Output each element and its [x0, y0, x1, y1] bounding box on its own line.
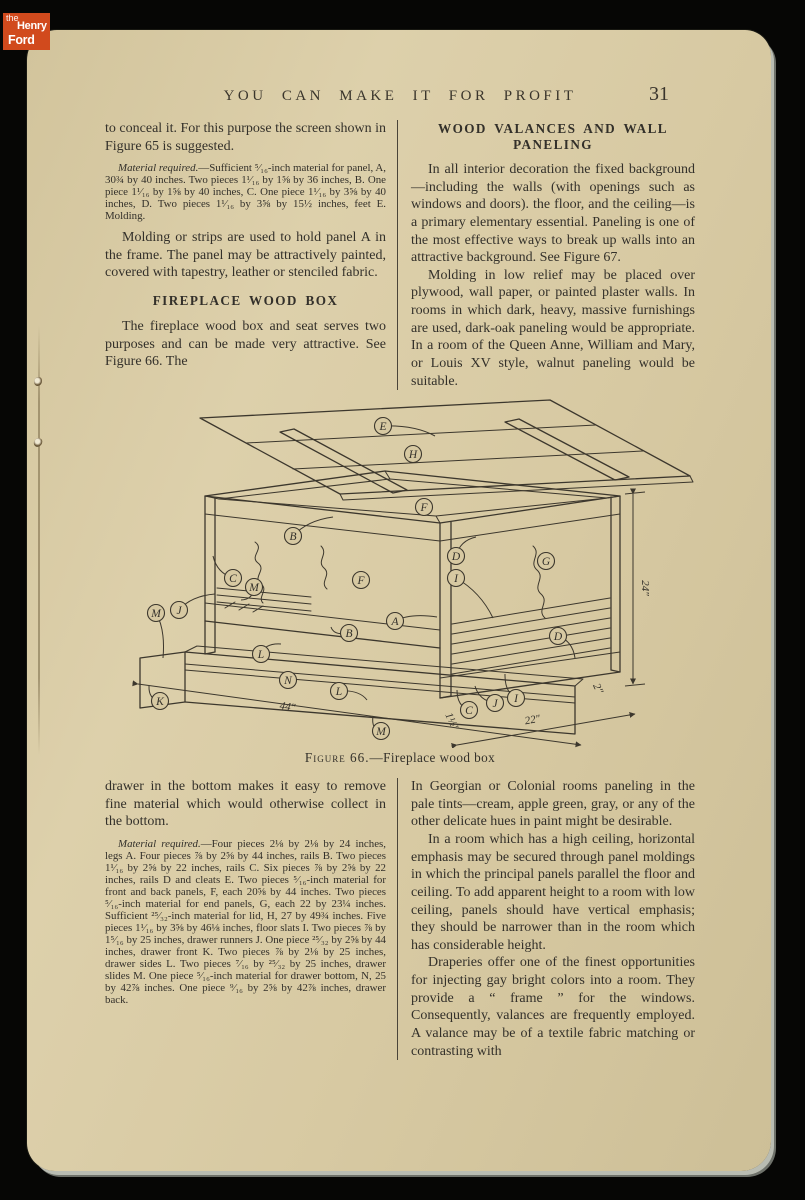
- book-page: [27, 30, 771, 1171]
- logo-ford: Ford: [8, 33, 35, 47]
- figure-callout-L: [253, 646, 270, 663]
- svg-text:F: F: [420, 501, 428, 514]
- paragraph: to conceal it. For this purpose the screen shown in Figure 65 is suggested.: [105, 121, 386, 154]
- svg-text:G: G: [541, 555, 551, 568]
- paragraph: Draperies offer one of the finest opportunities for injecting gay bright colors into a room. They provide a “ frame ” for the windows. Consequently, valances are frequently employed. A valance may be of a textile fabric matching or contrasting with: [411, 955, 695, 1059]
- svg-text:L: L: [335, 685, 343, 698]
- svg-text:B: B: [289, 530, 297, 543]
- bottom-left-column: [105, 778, 397, 1060]
- figure-caption-text: —Fireplace wood box: [369, 750, 496, 766]
- svg-text:D: D: [553, 630, 563, 643]
- figure-dimension-label: 44″: [278, 700, 296, 715]
- figure-66: [105, 396, 695, 766]
- figure-callout-B: [285, 528, 302, 545]
- svg-text:C: C: [229, 572, 237, 585]
- figure-dimension-label: 2″: [590, 681, 606, 696]
- binding-crease: [38, 325, 40, 755]
- materials-body: —Four pieces 2⅛ by 2⅛ by 24 inches, legs A. Four pieces ⅞ by 2⅝ by 44 inches, rails B. Two pieces 1¹⁄₁₆ by 2⅝ by 22 inches, rails C. Six pieces ⅞ by 2⅝ by 22 inches, rails D and cleats E. Two pieces ⁵⁄₁₆-inch material for front and back panels, F, each 20⅝ by 44 inches. Two pieces ⁵⁄₁₆-inch material for end panels, G, each 22 by 23¼ inches. Sufficient ²⁵⁄₃₂-inch material for lid, H, 27 by 49¾ inches. Five pieces 1¹⁄₁₆ by 3⅝ by 46⅛ inches, floor slats I. Two pieces ⅞ by 1⁵⁄₁₆ by 25 inches, drawer runners J. One piece ²⁵⁄₃₂ by 2⅝ by 44 inches, drawer front K. Two pieces ⅞ by 2⅛ by 25 inches, drawer sides L. Two pieces ⁷⁄₁₆ by ²⁵⁄₃₂ by 25 inches, drawer slides M. One piece ⁵⁄₁₆-inch material for drawer bottom, N, 25 by 42⅞ inches. One piece ⁹⁄₁₆ by 2⅝ by 42⅞ inches, drawer back.: [105, 838, 386, 1006]
- logo-the: the: [6, 13, 19, 23]
- materials-paragraph: [105, 838, 386, 1006]
- paragraph: Molding or strips are used to hold panel A in the frame. The panel may be attractively painted, covered with tapestry, leather or stenciled fabric.: [105, 230, 386, 281]
- figure-callout-L: [331, 683, 348, 700]
- figure-callout-E: [375, 418, 392, 435]
- materials-paragraph: [105, 162, 386, 222]
- paragraph: The fireplace wood box and seat serves two purposes and can be made very attractive. See Figure 66. The: [105, 319, 386, 370]
- figure-callout-I: [508, 690, 525, 707]
- figure-callout-D: [448, 548, 465, 565]
- svg-text:M: M: [249, 581, 259, 594]
- figure-callout-C: [461, 702, 478, 719]
- figure-callout-F: [416, 499, 433, 516]
- section-heading-wood-valances: WOOD VALANCES AND WALL PANELING: [438, 121, 668, 152]
- section-heading-fireplace-wood-box: FIREPLACE WOOD BOX: [152, 293, 339, 309]
- figure-callout-J: [171, 602, 188, 619]
- figure-callout-B: [341, 625, 358, 642]
- svg-text:F: F: [357, 574, 365, 587]
- svg-text:J: J: [176, 604, 182, 617]
- figure-dimension-label: 1½″: [442, 711, 462, 733]
- svg-text:I: I: [514, 692, 518, 705]
- figure-callout-N: [280, 672, 297, 689]
- svg-text:C: C: [465, 704, 473, 717]
- paragraph: In a room which has a high ceiling, horizontal emphasis may be secured through panel moldings in which the principal panels parallel the floor and ceiling. To add apparent height to a room with low ceiling, panels should have vertical emphasis; they should be narrower than in the room which has considerable height.: [411, 832, 695, 953]
- figure-callout-G: [538, 553, 555, 570]
- henry-ford-logo: [3, 13, 50, 50]
- top-left-column: [105, 120, 397, 390]
- figure-66-drawing: [105, 396, 695, 748]
- materials-lead: Material required.: [118, 838, 201, 850]
- figure-caption: [105, 750, 695, 766]
- top-right-column: [397, 120, 695, 390]
- figure-callout-M: [373, 723, 390, 740]
- svg-text:D: D: [451, 550, 461, 563]
- logo-henry: Henry: [17, 20, 47, 32]
- figure-callout-K: [152, 693, 169, 710]
- paragraph: In Georgian or Colonial rooms paneling in the pale tints—cream, apple green, gray, or any of the other delicate hues in paint might be desirable.: [411, 779, 695, 830]
- svg-text:J: J: [492, 697, 498, 710]
- materials-body: —Sufficient ⁵⁄₁₆-inch material for panel, A, 30¾ by 40 inches. Two pieces 1¹⁄₁₆ by 1⅝ by 36 inches, B. One piece 1¹⁄₁₆ by 1⅝ by 40 inches, C. One piece 1¹⁄₁₆ by 3⅝ by 40 inches, D. Two pieces 1¹⁄₁₆ by 3⅝ by 15½ inches, feet E. Molding.: [105, 162, 386, 223]
- figure-callout-A: [387, 613, 404, 630]
- figure-callout-C: [225, 570, 242, 587]
- page-number: 31: [649, 83, 669, 105]
- figure-callout-I: [448, 570, 465, 587]
- svg-text:E: E: [379, 420, 387, 433]
- figure-callout-H: [405, 446, 422, 463]
- svg-text:K: K: [156, 695, 164, 708]
- svg-text:I: I: [454, 572, 458, 585]
- book-title: YOU CAN MAKE IT FOR PROFIT: [223, 88, 577, 104]
- svg-text:B: B: [345, 627, 353, 640]
- figure-caption-label: Figure 66.: [304, 750, 370, 766]
- figure-callout-M: [246, 579, 263, 596]
- running-head: [105, 83, 695, 105]
- svg-text:N: N: [284, 674, 292, 687]
- binding-stitch: [33, 437, 44, 448]
- materials-lead: Material required.: [118, 162, 199, 175]
- paragraph: Molding in low relief may be placed over plywood, wall paper, or painted plaster walls. In rooms in which dark, heavy, massive furnishings are used, dark-oak paneling would be appropriate. In a room of the Queen Anne, William and Mary, or Louis XV style, walnut paneling would be suitable.: [411, 267, 695, 389]
- bottom-columns: [105, 778, 695, 1060]
- figure-dimension-label: 24″: [639, 580, 651, 596]
- svg-text:H: H: [408, 448, 418, 461]
- figure-callout-J: [487, 695, 504, 712]
- binding-stitch: [34, 377, 42, 386]
- svg-text:A: A: [391, 615, 399, 628]
- bottom-right-column: [397, 778, 695, 1060]
- svg-text:M: M: [151, 607, 161, 620]
- paragraph: In all interior decoration the fixed background—including the walls (with openings such as windows and doors). the floor, and the ceiling—is a primary elementary essential. Paneling is one of the most effective ways to break up walls into an attractive background. See Figure 67.: [411, 162, 695, 266]
- top-columns: [105, 120, 695, 390]
- paragraph: drawer in the bottom makes it easy to remove fine material which would otherwise collect in the bottom.: [105, 779, 386, 830]
- figure-callout-F: [353, 572, 370, 589]
- svg-text:L: L: [257, 648, 265, 661]
- svg-text:M: M: [376, 725, 386, 738]
- figure-dimension-label: 22″: [523, 712, 542, 728]
- figure-callout-M: [148, 605, 165, 622]
- figure-callout-D: [550, 628, 567, 645]
- page-content: [105, 83, 695, 1060]
